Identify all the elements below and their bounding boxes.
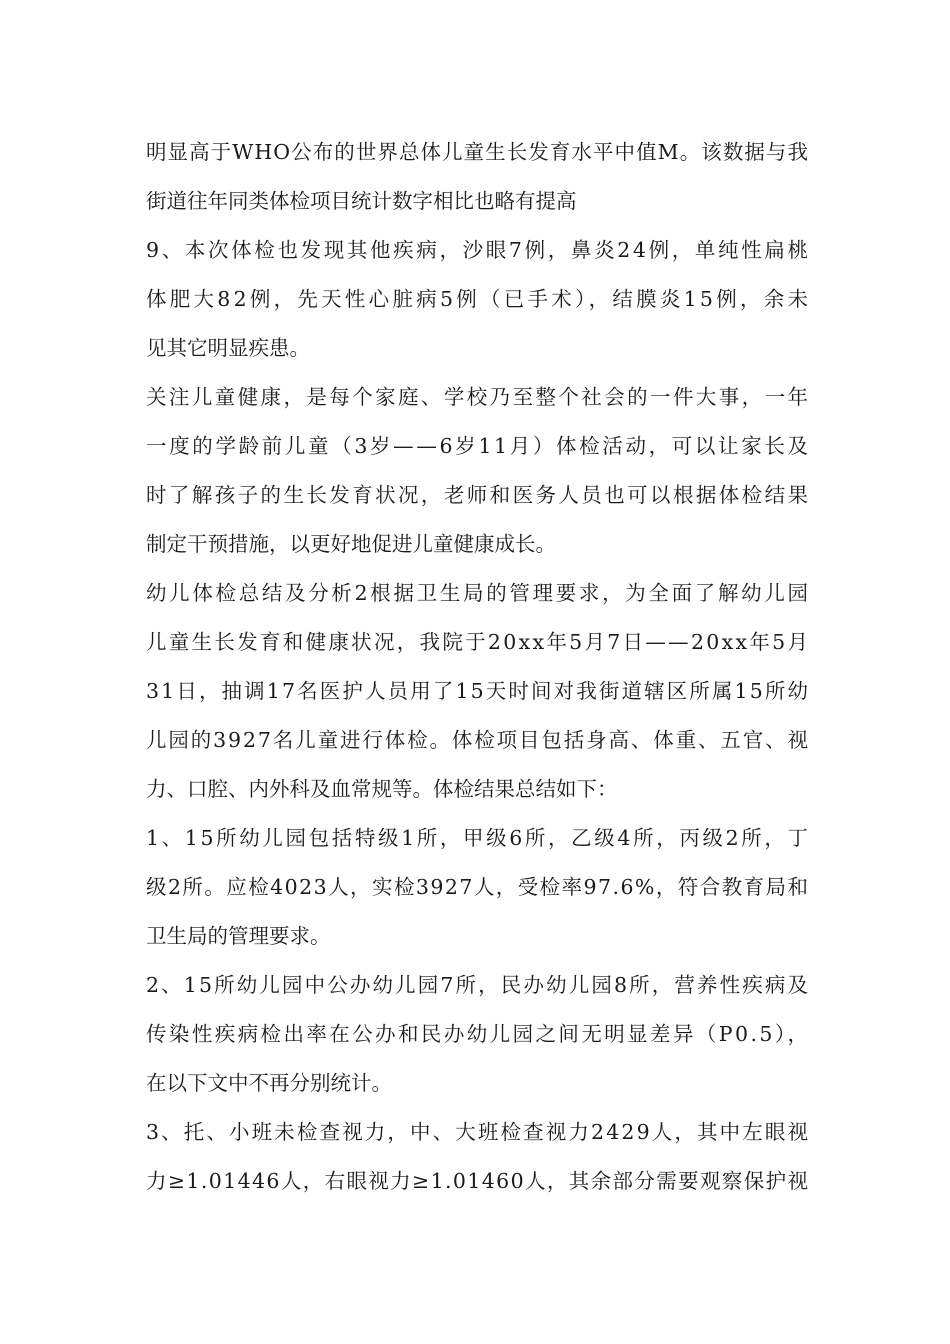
text-line: 1、15所幼儿园包括特级1所，甲级6所，乙级4所，丙级2所，丁: [146, 826, 811, 850]
text-line: 2、15所幼儿园中公办幼儿园7所，民办幼儿园8所，营养性疾病及: [146, 973, 811, 997]
text-line: 街道往年同类体检项目统计数字相比也略有提高: [146, 189, 577, 213]
text-line: 31日，抽调17名医护人员用了15天时间对我街道辖区所属15所幼: [146, 679, 811, 703]
text-line: 力≥1.01446人，右眼视力≥1.01460人，其余部分需要观察保护视: [146, 1169, 810, 1193]
text-line: 制定干预措施，以更好地促进儿童健康成长。: [146, 532, 556, 556]
text-line: 关注儿童健康，是每个家庭、学校乃至整个社会的一件大事，一年: [146, 385, 811, 409]
text-line: 幼儿体检总结及分析2根据卫生局的管理要求，为全面了解幼儿园: [146, 581, 811, 605]
text-line: 一度的学龄前儿童（3岁——6岁11月）体检活动，可以让家长及: [146, 434, 811, 458]
text-line: 儿童生长发育和健康状况，我院于20xx年5月7日——20xx年5月: [146, 630, 811, 654]
text-line: 级2所。应检4023人，实检3927人，受检率97.6%，符合教育局和: [146, 875, 810, 899]
text-line: 在以下文中不再分别统计。: [146, 1071, 392, 1095]
text-line: 儿园的3927名儿童进行体检。体检项目包括身高、体重、五官、视: [146, 728, 810, 752]
text-line: 体肥大82例，先天性心脏病5例（已手术），结膜炎15例，余未: [146, 287, 812, 311]
text-line: 9、本次体检也发现其他疾病，沙眼7例，鼻炎24例，单纯性扁桃: [146, 238, 811, 262]
text-line: 明显高于WHO公布的世界总体儿童生长发育水平中值M。该数据与我: [146, 140, 810, 164]
text-line: 传染性疾病检出率在公办和民办幼儿园之间无明显差异（P0.5），: [146, 1022, 811, 1046]
text-line: 时了解孩子的生长发育状况，老师和医务人员也可以根据体检结果: [146, 483, 811, 507]
document-body: [146, 128, 812, 1206]
text-line: 力、口腔、内外科及血常规等。体检结果总结如下：: [146, 777, 618, 801]
text-line: 见其它明显疾患。: [146, 336, 310, 360]
text-line: 3、托、小班未检查视力，中、大班检查视力2429人，其中左眼视: [146, 1120, 811, 1144]
text-line: 卫生局的管理要求。: [146, 924, 331, 948]
